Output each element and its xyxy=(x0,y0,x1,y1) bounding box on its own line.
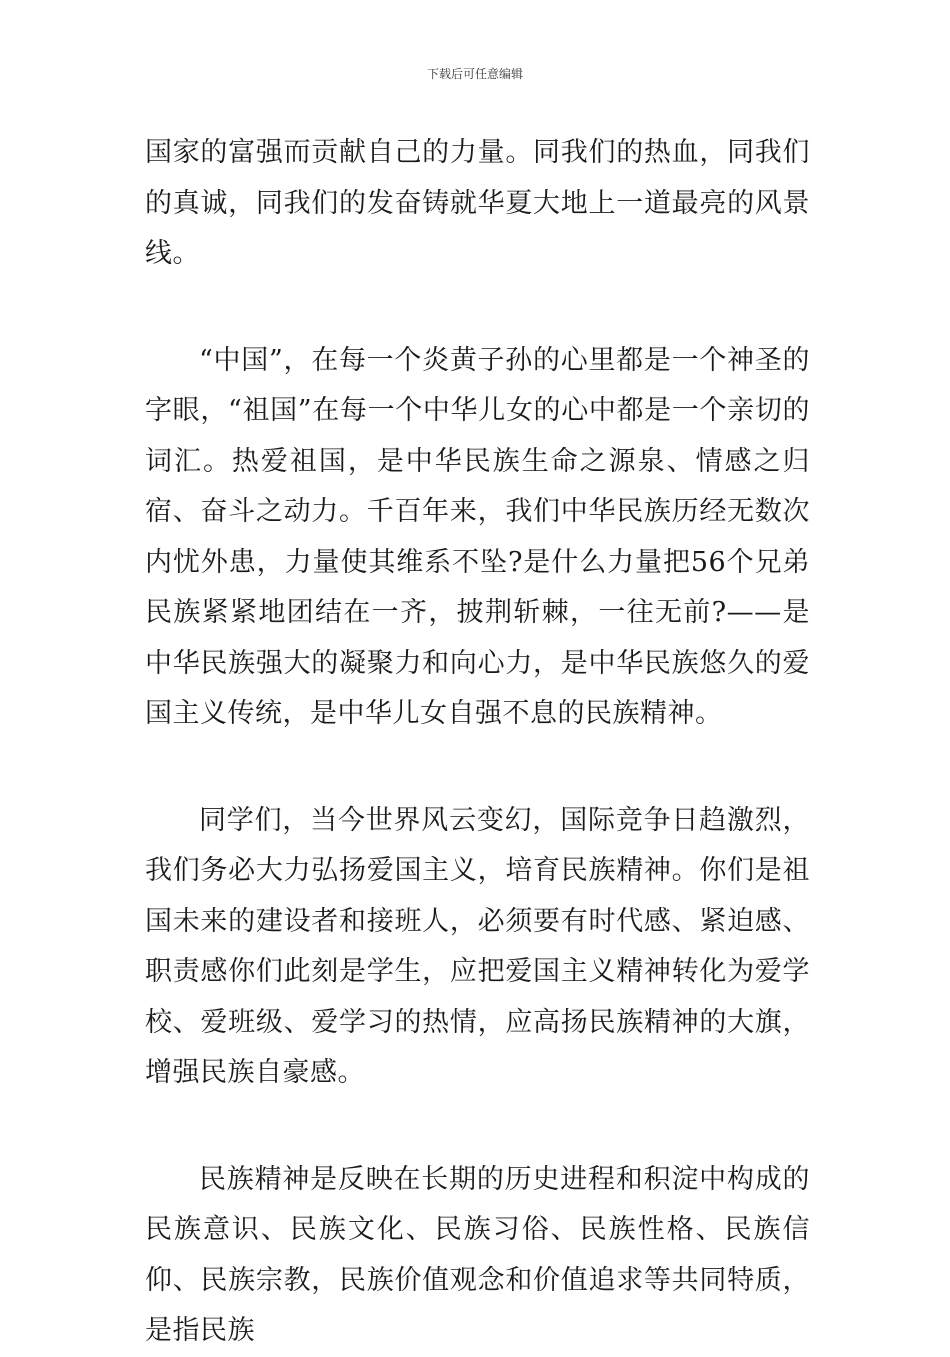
document-body xyxy=(145,128,810,1357)
paragraph-students: 同学们，当今世界风云变幻，国际竞争日趋激烈，我们务必大力弘扬爱国主义，培育民族精神。你们是祖国未来的建设者和接班人，必须要有时代感、紧迫感、职责感你们此刻是学生，应把爱国主义精神转化为爱学校、爱班级、爱学习的热情，应高扬民族精神的大旗，增强民族自豪感。 xyxy=(145,804,810,1088)
page-header: 下载后可任意编辑 xyxy=(426,67,523,81)
paragraph-gap xyxy=(145,740,810,796)
paragraph-national-spirit: 民族精神是反映在长期的历史进程和积淀中构成的民族意识、民族文化、民族习俗、民族性格、民族信仰、民族宗教，民族价值观念和价值追求等共同特质，是指民族 xyxy=(145,1163,810,1346)
paragraph-china-motherland: “中国”，在每一个炎黄子孙的心里都是一个神圣的字眼，“祖国”在每一个中华儿女的心中都是一个亲切的词汇。热爱祖国，是中华民族生命之源泉、情感之归宿、奋斗之动力。千百年来，我们中华民族历经无数次内忧外患，力量使其维系不坠?是什么力量把56个兄弟民族紧紧地团结在一齐，披荆斩棘，一往无前?——是中华民族强大的凝聚力和向心力，是中华民族悠久的爱国主义传统，是中华儿女自强不息的民族精神。 xyxy=(145,344,810,729)
paragraph-gap xyxy=(145,1099,810,1155)
paragraph-continuation: 国家的富强而贡献自己的力量。同我们的热血，同我们的真诚，同我们的发奋铸就华夏大地上一道最亮的风景线。 xyxy=(145,137,810,269)
paragraph-gap xyxy=(145,280,810,336)
